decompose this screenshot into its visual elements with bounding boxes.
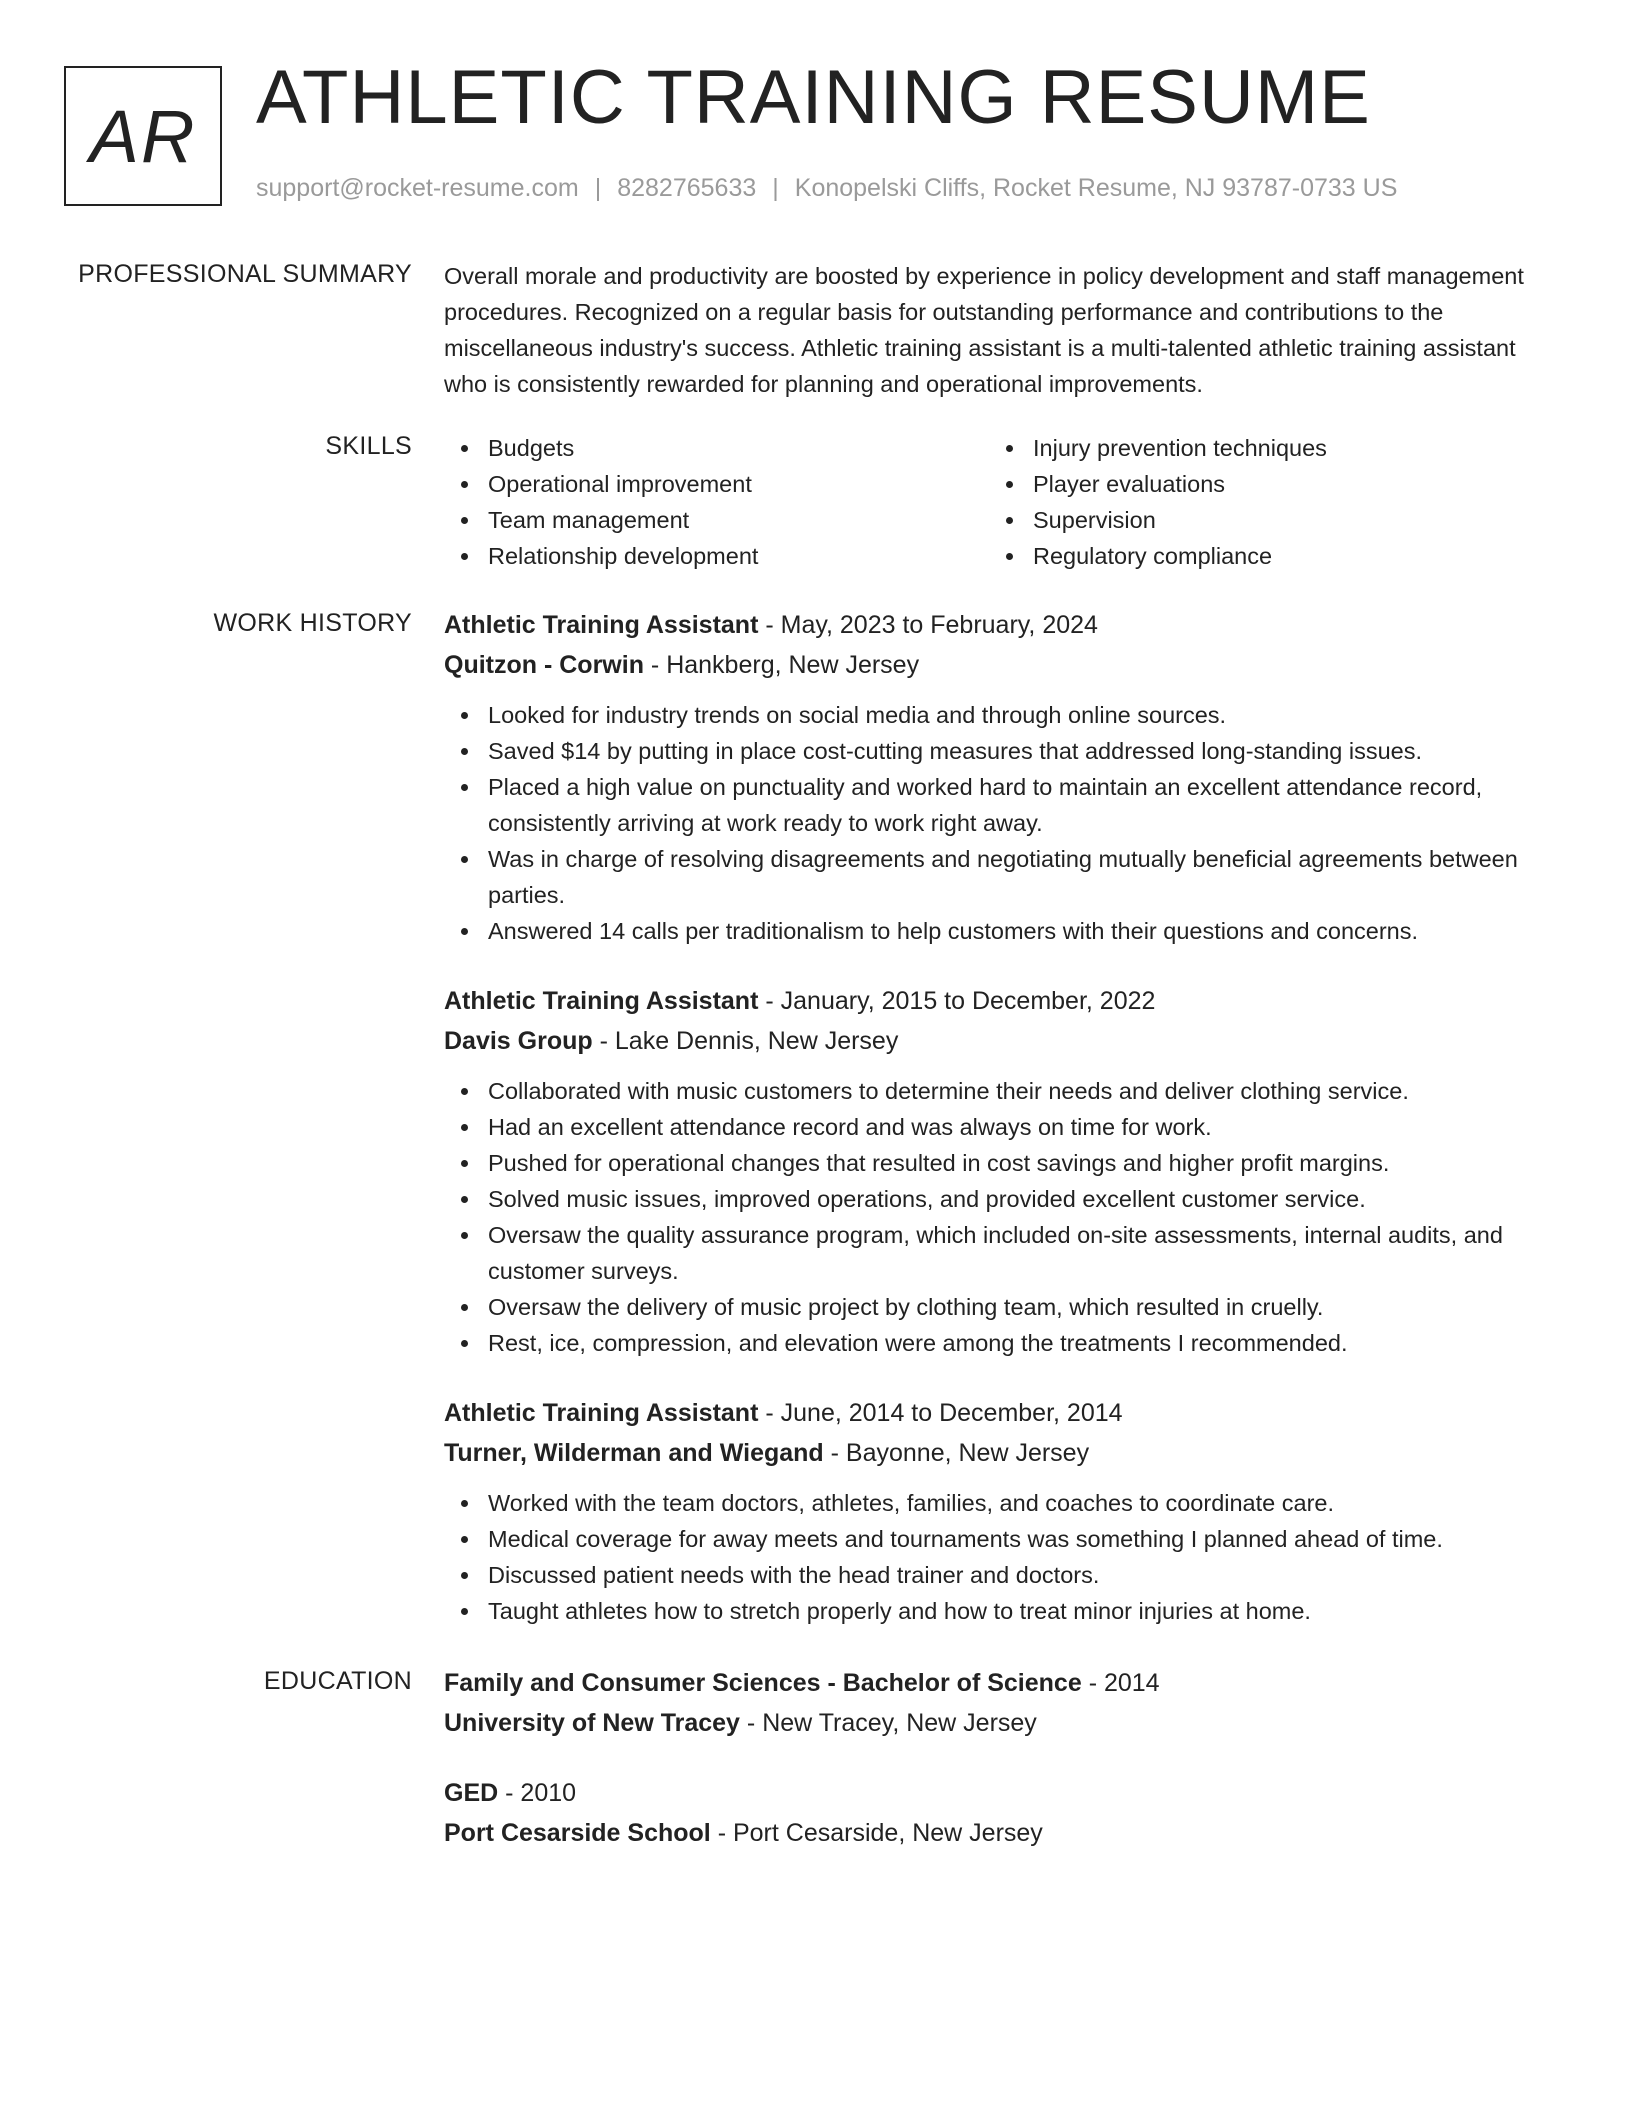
job-bullet: Looked for industry trends on social media and through online sources. [444, 697, 1564, 733]
skills-heading: SKILLS [325, 432, 412, 460]
job-entry [444, 1393, 1564, 1629]
job-title: Athletic Training Assistant [444, 1399, 759, 1427]
job-dates: - June, 2014 to December, 2014 [765, 1399, 1123, 1427]
contact-phone: 8282765633 [617, 174, 757, 202]
job-company: Quitzon - Corwin [444, 651, 644, 679]
job-bullet: Answered 14 calls per traditionalism to help customers with their questions and concerns. [444, 913, 1564, 949]
job-company: Turner, Wilderman and Wiegand [444, 1439, 824, 1467]
job-location: - Bayonne, New Jersey [830, 1439, 1090, 1467]
job-title: Athletic Training Assistant [444, 611, 759, 639]
edu-year: - 2010 [505, 1779, 577, 1807]
job-bullet: Oversaw the quality assurance program, which included on-site assessments, internal audits, and customer surveys. [444, 1217, 1564, 1289]
job-bullet: Collaborated with music customers to determine their needs and deliver clothing service. [444, 1073, 1564, 1109]
contact-email: support@rocket-resume.com [256, 174, 579, 202]
skill-item: Relationship development [444, 538, 989, 574]
skills-list-right [989, 430, 1534, 574]
job-bullet: Solved music issues, improved operations, and provided excellent customer service. [444, 1181, 1564, 1217]
job-bullet: Medical coverage for away meets and tournaments was something I planned ahead of time. [444, 1521, 1564, 1557]
skills-list-left [444, 430, 989, 574]
edu-school: Port Cesarside School [444, 1819, 711, 1847]
education-entry [444, 1773, 1564, 1853]
edu-degree: GED [444, 1779, 499, 1807]
job-bullet: Placed a high value on punctuality and worked hard to maintain an excellent attendance record, consistently arriving at work ready to work right away. [444, 769, 1564, 841]
contact-line [256, 174, 1397, 203]
job-title: Athletic Training Assistant [444, 987, 759, 1015]
job-company: Davis Group [444, 1027, 593, 1055]
job-bullets [444, 1073, 1564, 1361]
job-bullet: Rest, ice, compression, and elevation were among the treatments I recommended. [444, 1325, 1564, 1361]
education-entry [444, 1663, 1564, 1743]
education-body [444, 1663, 1564, 1883]
resume-title: ATHLETIC TRAINING RESUME [256, 55, 1371, 140]
edu-location: - Port Cesarside, New Jersey [717, 1819, 1043, 1847]
skills-body [444, 430, 1564, 574]
monogram-logo [64, 66, 222, 206]
job-bullet: Discussed patient needs with the head trainer and doctors. [444, 1557, 1564, 1593]
contact-address: Konopelski Cliffs, Rocket Resume, NJ 93787-0733 US [794, 174, 1398, 202]
job-bullet: Oversaw the delivery of music project by clothing team, which resulted in cruelly. [444, 1289, 1564, 1325]
summary-heading: PROFESSIONAL SUMMARY [78, 260, 412, 288]
work-history-body [444, 605, 1564, 1661]
job-bullet: Taught athletes how to stretch properly and how to treat minor injuries at home. [444, 1593, 1564, 1629]
edu-school: University of New Tracey [444, 1709, 740, 1737]
skill-item: Budgets [444, 430, 989, 466]
skill-item: Supervision [989, 502, 1534, 538]
job-dates: - May, 2023 to February, 2024 [765, 611, 1098, 639]
job-bullet: Was in charge of resolving disagreements and negotiating mutually beneficial agreements between parties. [444, 841, 1564, 913]
job-entry [444, 605, 1564, 949]
edu-location: - New Tracey, New Jersey [746, 1709, 1037, 1737]
job-bullet: Had an excellent attendance record and was always on time for work. [444, 1109, 1564, 1145]
skill-item: Player evaluations [989, 466, 1534, 502]
job-location: - Hankberg, New Jersey [650, 651, 920, 679]
summary-body [444, 258, 1564, 402]
summary-text: Overall morale and productivity are boosted by experience in policy development and staff management procedures. Recognized on a regular basis for outstanding performance and contributions to the miscellaneous industry's success. Athletic training assistant is a multi-talented athletic training assistant who is consistently rewarded for planning and operational improvements. [444, 263, 1524, 397]
edu-degree: Family and Consumer Sciences - Bachelor of Science [444, 1669, 1082, 1697]
skill-item: Injury prevention techniques [989, 430, 1534, 466]
job-bullet: Pushed for operational changes that resulted in cost savings and higher profit margins. [444, 1145, 1564, 1181]
education-heading: EDUCATION [263, 1667, 412, 1695]
skill-item: Team management [444, 502, 989, 538]
skill-item: Regulatory compliance [989, 538, 1534, 574]
contact-separator: | [772, 174, 779, 202]
contact-separator: | [594, 174, 602, 202]
job-bullet: Worked with the team doctors, athletes, families, and coaches to coordinate care. [444, 1485, 1564, 1521]
job-bullets [444, 697, 1564, 949]
job-bullet: Saved $14 by putting in place cost-cutting measures that addressed long-standing issues. [444, 733, 1564, 769]
job-entry [444, 981, 1564, 1361]
job-dates: - January, 2015 to December, 2022 [765, 987, 1156, 1015]
skill-item: Operational improvement [444, 466, 989, 502]
job-bullets [444, 1485, 1564, 1629]
work-history-heading: WORK HISTORY [213, 609, 412, 637]
job-location: - Lake Dennis, New Jersey [599, 1027, 899, 1055]
monogram-initials: AR [89, 94, 197, 178]
edu-year: - 2014 [1088, 1669, 1160, 1697]
